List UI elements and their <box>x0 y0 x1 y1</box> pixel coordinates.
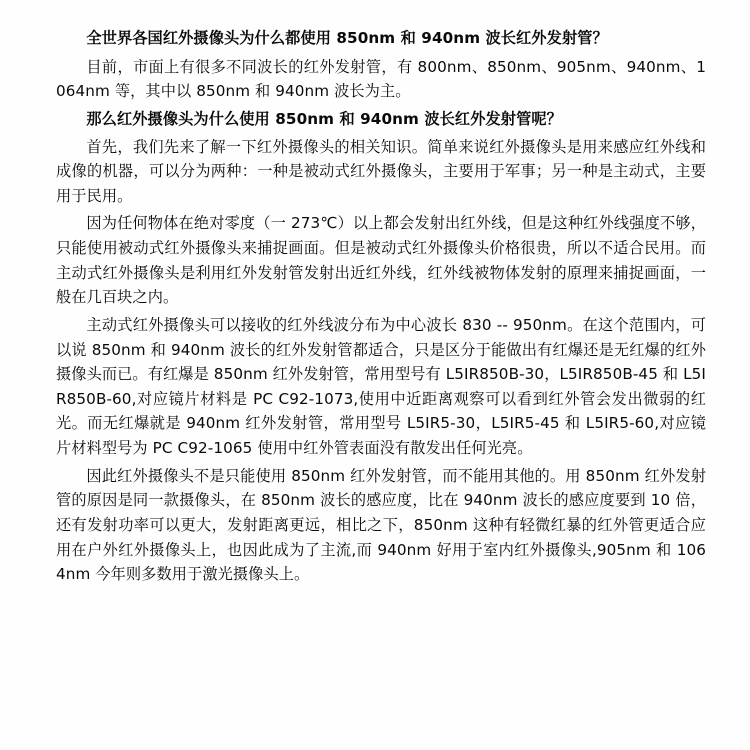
paragraph-1: 目前，市面上有很多不同波长的红外发射管，有 800nm、850nm、905nm、940nm、1064nm 等，其中以 850nm 和 940nm 波长为主。 <box>56 57 706 101</box>
paragraph-3: 首先，我们先来了解一下红外摄像头的相关知识。简单来说红外摄像头是用来感应红外线和成像的机器，可以分为两种：一种是被动式红外摄像头，主要用于军事；另一种是主动式，主要用于民用。 <box>56 137 706 205</box>
paragraph-4: 因为任何物体在绝对零度（一 273℃）以上都会发射出红外线，但是这种红外线强度不够，只能使用被动式红外摄像头来捕捉画面。但是被动式红外摄像头价格很贵，所以不适合民用。而主动式红外摄像头是利用红外发射管发射出近红外线，红外线被物体发射的原理来捕捉画面，一般在几百块之内。 <box>56 214 706 307</box>
document-title: 全世界各国红外摄像头为什么都使用 850nm 和 940nm 波长红外发射管？ <box>86 29 608 47</box>
paragraph-question: 那么红外摄像头为什么使用 850nm 和 940nm 波长红外发射管呢？ <box>86 109 562 128</box>
paragraph-5: 主动式红外摄像头可以接收的红外线波分布为中心波长 830 -- 950nm。在这个范围内，可以说 850nm 和 940nm 波长的红外发射管都适合，只是区分于能做出有红爆还是无红爆的红外摄像头而已。有红爆是 850nm 红外发射管，常用型号有 L5IR850B-30，L5IR850B-45 和 L5IR850B-60,对应镜片材料是 PC C92-1073,使用中近距离观察可以看到红外管会发出微弱的红光。而无红爆就是 940nm 红外发射管，常用型号 L5IR5-30，L5IR5-45 和 L5IR5-60,对应镜片材料型号为 PC C92-1065 使用中红外管表面没有散发出任何光亮。 <box>56 315 707 457</box>
paragraph-6: 因此红外摄像头不是只能使用 850nm 红外发射管，而不能用其他的。用 850nm 红外发射管的原因是同一款摄像头，在 850nm 波长的感应度，比在 940nm 波长的感应度要到 10 倍，还有发射功率可以更大，发射距离更远，相比之下，850nm 这种有轻微红暴的红外管更适合应用在户外红外摄像头上，也因此成为了主流,而 940nm 好用于室内红外摄像头,905nm 和 1064nm 今年则多数用于激光摄像头上。 <box>56 466 706 584</box>
document-body <box>56 26 706 587</box>
